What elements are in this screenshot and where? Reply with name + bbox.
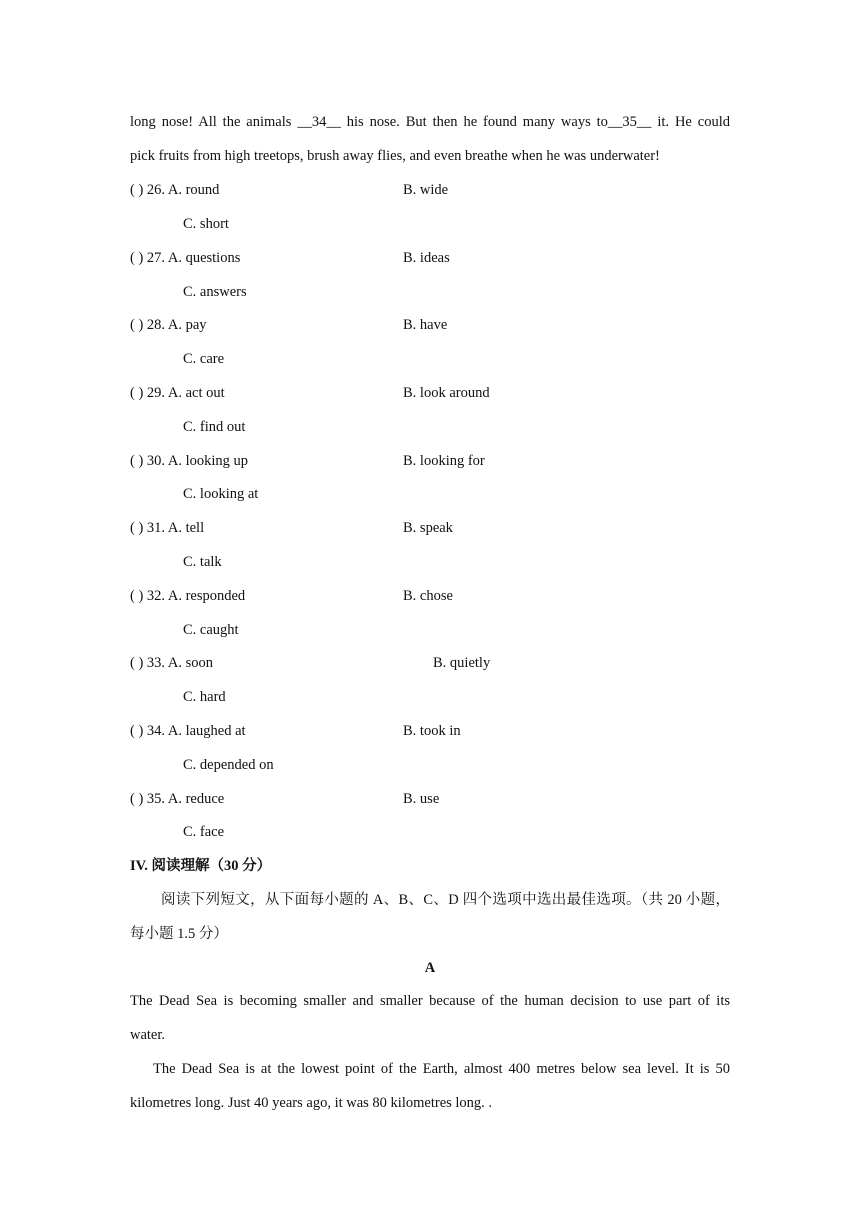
passage-label: A xyxy=(424,960,436,976)
question-option-c: C. looking at xyxy=(183,486,259,502)
question-option-c: C. face xyxy=(183,824,225,840)
section-heading: IV. 阅读理解（30 分） xyxy=(130,858,272,874)
passage-line: The Dead Sea is becoming smaller and smaller because of the human decision to use part of its xyxy=(130,993,730,1009)
question-option-c: C. talk xyxy=(183,554,222,570)
question-option-b: B. have xyxy=(403,317,448,333)
question-option-c: C. depended on xyxy=(183,757,274,773)
question-option-c: C. hard xyxy=(183,689,226,705)
question-option-a: ( ) 27. A. questions xyxy=(130,250,241,266)
question-option-b: B. looking for xyxy=(403,453,485,469)
question-option-a: ( ) 31. A. tell xyxy=(130,520,205,536)
question-option-b: B. quietly xyxy=(433,655,491,671)
question-option-c: C. find out xyxy=(183,419,246,435)
question-option-c: C. short xyxy=(183,216,229,232)
question-option-b: B. wide xyxy=(403,182,449,198)
question-option-a: ( ) 26. A. round xyxy=(130,182,220,198)
passage-line: long nose! All the animals __34__ his nose. But then he found many ways to__35__ it. He could xyxy=(130,114,730,130)
question-option-c: C. care xyxy=(183,351,225,367)
question-option-a: ( ) 30. A. looking up xyxy=(130,453,249,469)
question-option-b: B. speak xyxy=(403,520,453,536)
question-option-a: ( ) 32. A. responded xyxy=(130,588,246,604)
question-option-b: B. chose xyxy=(403,588,453,604)
instruction-line: 每小题 1.5 分） xyxy=(130,926,228,942)
question-option-b: B. ideas xyxy=(403,250,450,266)
question-option-a: ( ) 28. A. pay xyxy=(130,317,207,333)
passage-line: water. xyxy=(130,1027,166,1043)
passage-line: kilometres long. Just 40 years ago, it was 80 kilometres long. . xyxy=(130,1095,493,1111)
instruction-line: 阅读下列短文，从下面每小题的 A、B、C、D 四个选项中选出最佳选项。（共 20 小题， xyxy=(161,892,730,908)
question-option-c: C. caught xyxy=(183,622,239,638)
question-option-a: ( ) 34. A. laughed at xyxy=(130,723,246,739)
question-option-b: B. look around xyxy=(403,385,490,401)
question-option-a: ( ) 35. A. reduce xyxy=(130,791,225,807)
question-option-b: B. use xyxy=(403,791,440,807)
passage-line: The Dead Sea is at the lowest point of the Earth, almost 400 metres below sea level. It is 50 xyxy=(153,1061,730,1077)
question-option-c: C. answers xyxy=(183,284,247,300)
question-option-a: ( ) 29. A. act out xyxy=(130,385,225,401)
question-option-b: B. took in xyxy=(403,723,461,739)
question-option-a: ( ) 33. A. soon xyxy=(130,655,213,671)
passage-line: pick fruits from high treetops, brush away flies, and even breathe when he was underwater! xyxy=(130,148,660,164)
